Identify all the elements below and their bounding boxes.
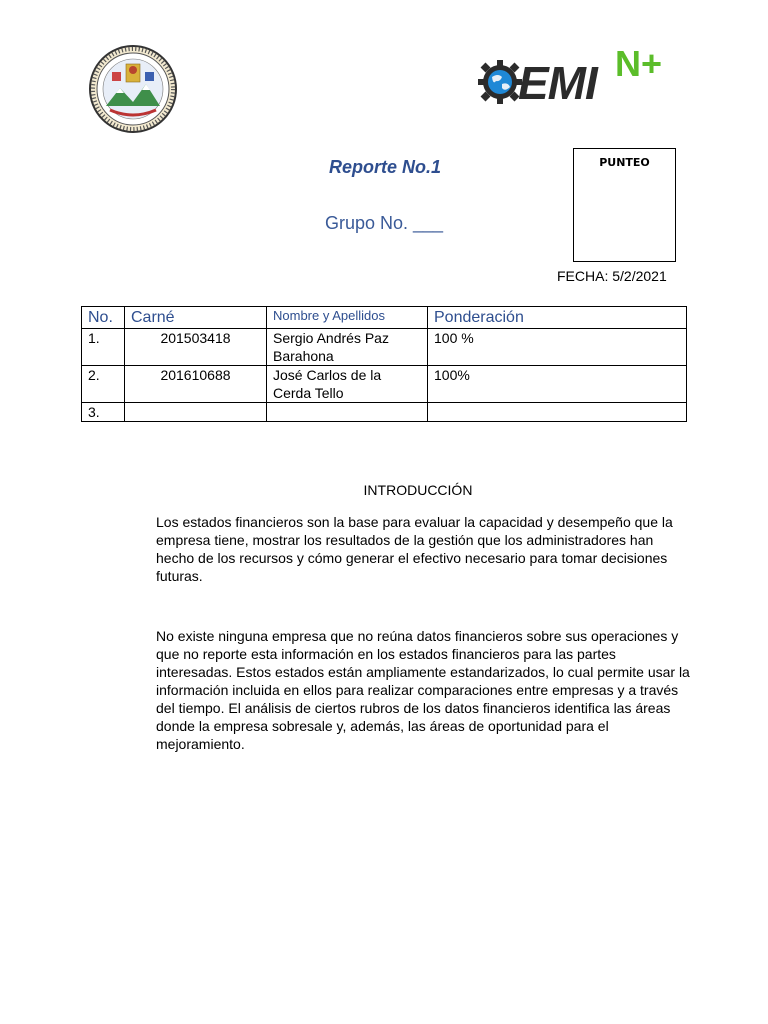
paragraph: No existe ninguna empresa que no reúna datos financieros sobre sus operaciones y que no reporte esta información en los estados financieros para las partes interesadas. Estos estados están ampliamente estandarizados, lo cual permite usar la información incluida en ellos para realizar comparaciones entre empresas y a través del tiempo. El análisis de ciertos rubros de los datos financieros identifica las áreas donde la empresa sobresale y, además, las áreas de oportunidad para el mejoramiento. <box>156 628 690 752</box>
table-row <box>82 329 687 366</box>
section-heading: INTRODUCCIÓN <box>363 482 473 498</box>
table-row <box>82 366 687 403</box>
table-header-row <box>82 307 687 329</box>
header-ponderacion: Ponderación <box>428 307 687 329</box>
report-title: Reporte No.1 <box>328 157 442 177</box>
university-seal-icon <box>88 44 178 134</box>
emi-logo <box>478 43 678 114</box>
cell-carne: 201610688 <box>125 366 267 403</box>
cell-nombre: Sergio Andrés Paz Barahona <box>267 329 428 366</box>
emi-logo-text: EMI <box>518 57 597 109</box>
punteo-box <box>573 148 676 262</box>
header-carne: Carné <box>125 307 267 329</box>
date-label: FECHA: 5/2/2021 <box>557 268 667 284</box>
members-table <box>81 306 687 422</box>
paragraph: Los estados financieros son la base para evaluar la capacidad y desempeño que la empresa tiene, mostrar los resultados de la gestión que los administradores han hecho de los recursos y cómo generar el efectivo necesario para tomar decisiones futuras. <box>156 514 673 584</box>
cell-no: 2. <box>82 366 125 403</box>
cell-ponderacion: 100% <box>428 366 687 403</box>
cell-ponderacion: 100 % <box>428 329 687 366</box>
cell-ponderacion <box>428 403 687 422</box>
punteo-label: PUNTEO <box>599 156 650 169</box>
emi-logo-superscript: N+ <box>615 43 663 84</box>
table-row <box>82 403 687 422</box>
group-title: Grupo No. ___ <box>324 213 444 233</box>
header-nombre: Nombre y Apellidos <box>267 307 428 329</box>
cell-nombre <box>267 403 428 422</box>
gear-globe-icon <box>478 60 522 104</box>
cell-nombre: José Carlos de la Cerda Tello <box>267 366 428 403</box>
cell-carne <box>125 403 267 422</box>
header-no: No. <box>82 307 125 329</box>
cell-no: 1. <box>82 329 125 366</box>
cell-carne: 201503418 <box>125 329 267 366</box>
cell-no: 3. <box>82 403 125 422</box>
